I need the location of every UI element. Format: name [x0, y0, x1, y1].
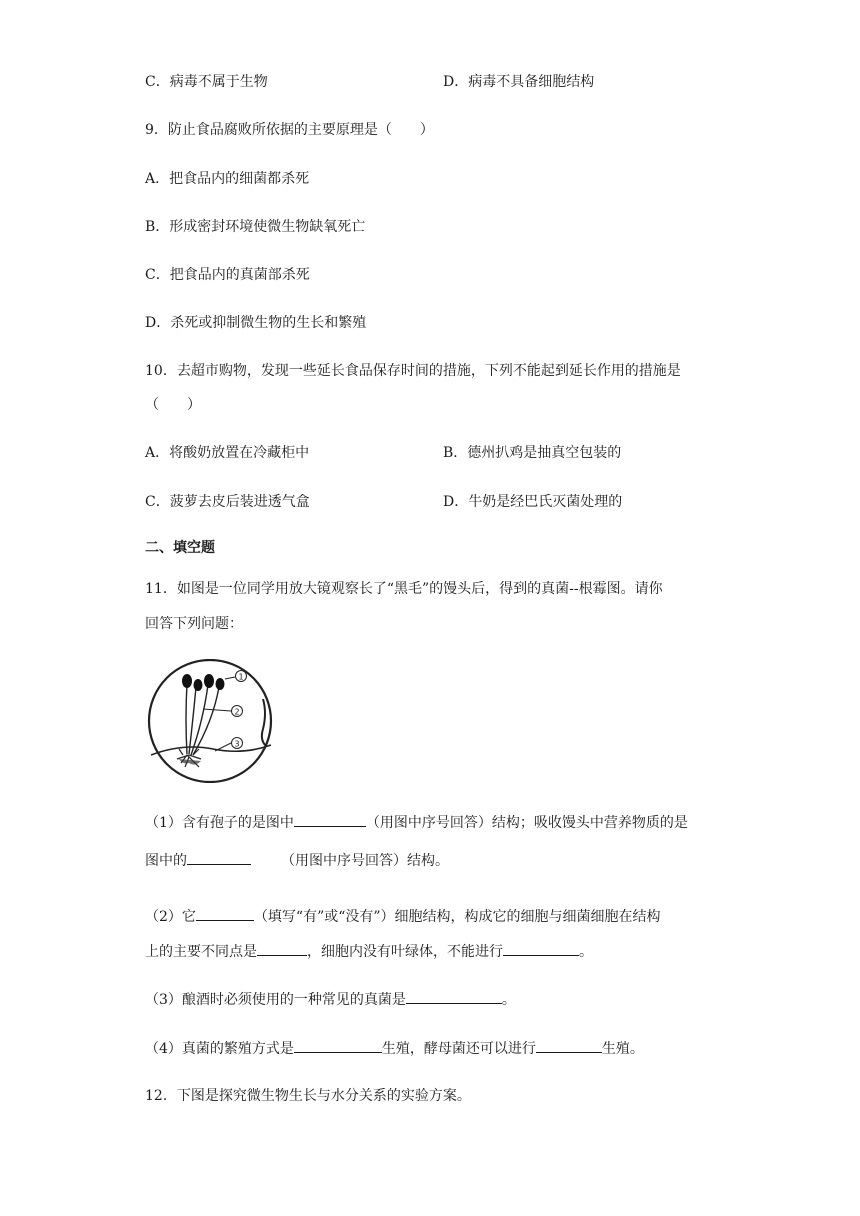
- q11-p1-text-b: （用图中序号回答）结构；吸收馒头中营养物质的是: [365, 815, 688, 831]
- q11-p4-text-a: （4）真菌的繁殖方式是: [145, 1041, 294, 1057]
- svg-text:2: 2: [234, 707, 240, 717]
- q10-option-c: C．菠萝去皮后装进透气盒: [145, 494, 310, 510]
- q11-p2-text-c: 上的主要不同点是: [145, 944, 257, 960]
- q11-stem-line2: 回答下列问题：: [145, 616, 243, 632]
- q11-part2-line1: [145, 906, 661, 927]
- rhizopus-figure: [143, 659, 279, 783]
- q11-p1-text-d: （用图中序号回答）结构。: [281, 853, 449, 869]
- q11-p2-text-e: 。: [579, 944, 593, 960]
- q11-p3-text-b: 。: [501, 992, 516, 1008]
- q11-p4-blank-1[interactable]: [294, 1038, 382, 1053]
- q9-option-a: A．把食品内的细菌都杀死: [145, 171, 310, 187]
- section-title: 二、填空题: [145, 540, 215, 556]
- q11-p2-text-a: （2）它: [145, 909, 196, 925]
- q11-p1-text-c: 图中的: [145, 853, 187, 869]
- q11-part4: [145, 1038, 644, 1059]
- q11-p2-text-d: ，细胞内没有叶绿体，不能进行: [307, 944, 503, 960]
- q11-p3-text-a: （3）酿酒时必须使用的一种常见的真菌是: [145, 992, 406, 1008]
- q11-p2-blank-3[interactable]: [503, 941, 579, 956]
- q11-p1-blank-1[interactable]: [294, 812, 366, 827]
- q9-option-b: B．形成密封环境使微生物缺氧死亡: [145, 219, 366, 235]
- q12-stem: 12．下图是探究微生物生长与水分关系的实验方案。: [145, 1088, 471, 1104]
- q11-p1-text-a: （1）含有孢子的是图中: [145, 815, 294, 831]
- q10-stem-line1: 10．去超市购物，发现一些延长食品保存时间的措施，下列不能起到延长作用的措施是: [145, 363, 681, 379]
- q11-part2-line2: [145, 941, 593, 962]
- q9-option-c: C．把食品内的真菌部杀死: [145, 267, 310, 283]
- q9-option-d: D．杀死或抑制微生物的生长和繁殖: [145, 315, 367, 331]
- q11-p4-blank-2[interactable]: [536, 1038, 602, 1053]
- q10-option-d: D．牛奶是经巴氏灭菌处理的: [443, 494, 623, 510]
- q11-part1-line2: [145, 850, 449, 871]
- q8-option-c: C．病毒不属于生物: [145, 74, 268, 90]
- q10-stem-line2: （ ）: [145, 397, 201, 413]
- q10-option-a: A．将酸奶放置在冷藏柜中: [145, 445, 310, 461]
- svg-text:1: 1: [238, 672, 244, 682]
- q11-stem-line1: 11．如图是一位同学用放大镜观察长了“黑毛”的馒头后，得到的真菌--根霉图。请你: [145, 581, 663, 597]
- q11-p2-blank-2[interactable]: [257, 941, 307, 956]
- q11-part1-line1: [145, 812, 688, 833]
- svg-text:3: 3: [234, 739, 240, 749]
- q11-p4-text-c: 生殖。: [601, 1041, 644, 1057]
- q11-p4-text-b: 生殖，酵母菌还可以进行: [381, 1041, 536, 1057]
- q11-part3: [145, 989, 516, 1010]
- q11-p2-blank-1[interactable]: [196, 906, 254, 921]
- q8-option-d: D．病毒不具备细胞结构: [443, 74, 595, 90]
- q11-p3-blank[interactable]: [406, 989, 502, 1004]
- q11-p1-blank-2[interactable]: [187, 850, 251, 865]
- q9-stem: 9．防止食品腐败所依据的主要原理是（ ）: [145, 122, 434, 138]
- q10-option-b: B．德州扒鸡是抽真空包装的: [443, 445, 622, 461]
- q11-p2-text-b: （填写“有”或“没有”）细胞结构，构成它的细胞与细菌细胞在结构: [253, 909, 661, 925]
